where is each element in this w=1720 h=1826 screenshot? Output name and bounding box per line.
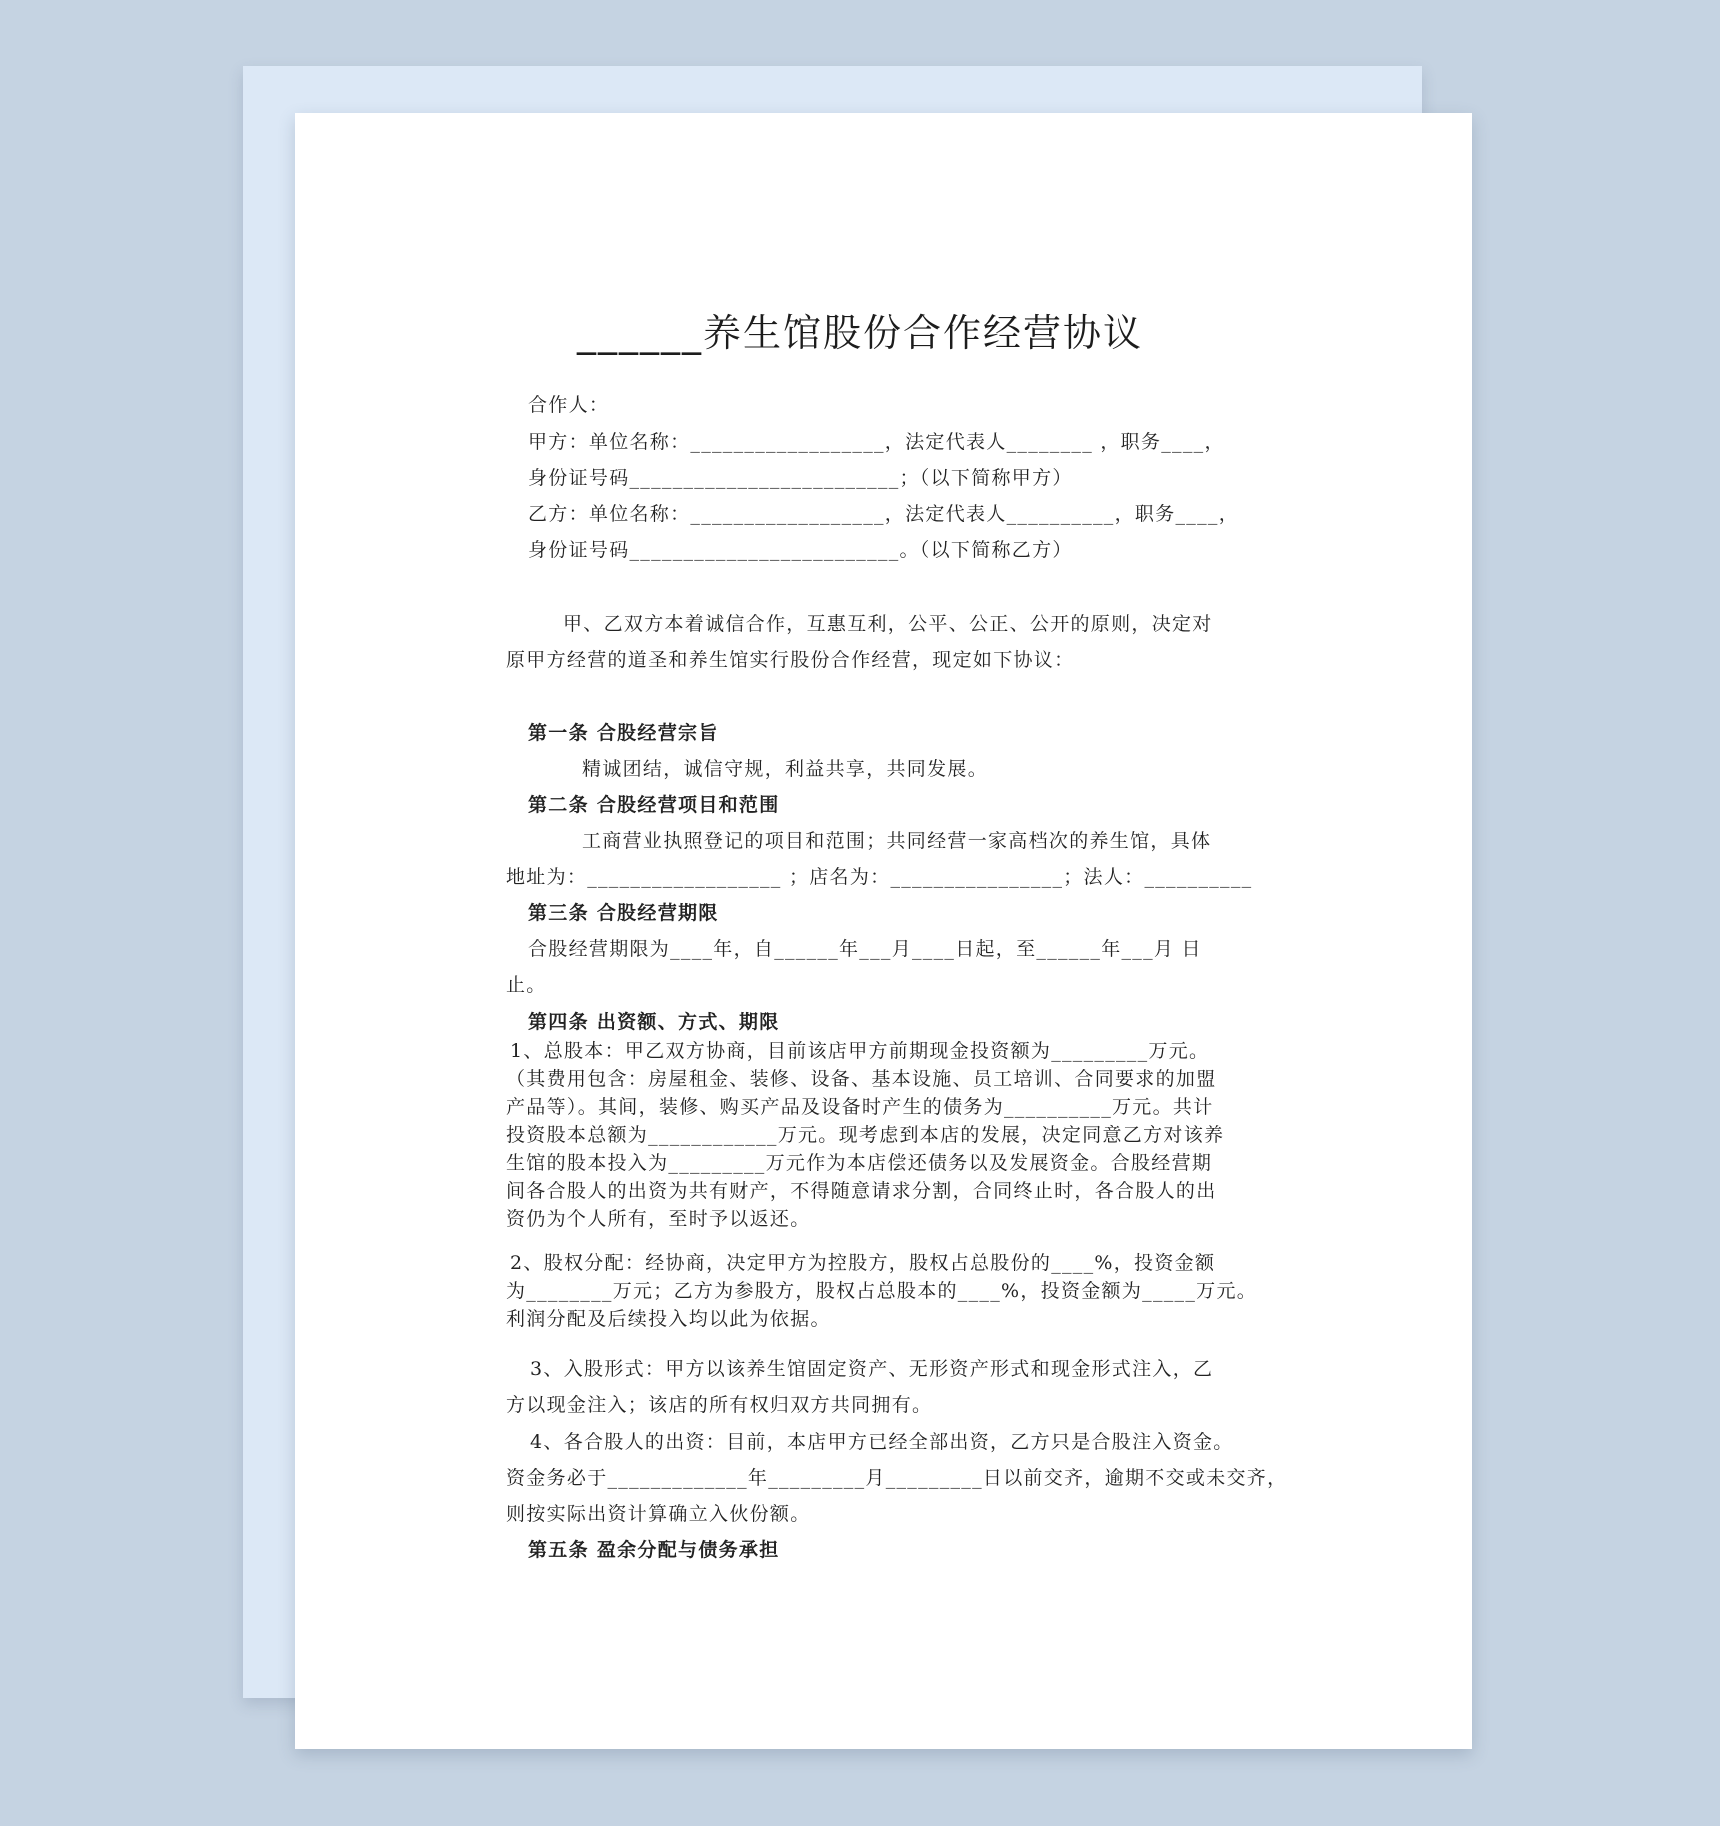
front-page — [295, 113, 1472, 1749]
line-article-4-1c: 产品等）。其间，装修、购买产品及设备时产生的债务为__________万元。共计 — [506, 1096, 1214, 1118]
line-party-a-id: 身份证号码_________________________；（以下简称甲方） — [528, 467, 1073, 489]
line-article-4-1d: 投资股本总额为____________万元。现考虑到本店的发展，决定同意乙方对该养 — [506, 1124, 1225, 1146]
line-article-3-body-2: 止。 — [506, 974, 547, 996]
line-party-b: 乙方：单位名称：__________________，法定代表人__________，职务____， — [528, 503, 1240, 525]
heading-article-2: 第二条 合股经营项目和范围 — [528, 794, 780, 816]
line-cooperators: 合作人： — [528, 394, 610, 416]
line-article-4-2c: 利润分配及后续投入均以此为依据。 — [506, 1308, 831, 1330]
line-article-3-body-1: 合股经营期限为____年，自______年___月____日起，至______年___月 日 — [528, 938, 1202, 960]
line-article-4-1f: 间各合股人的出资为共有财产，不得随意请求分割，合同终止时，各合股人的出 — [506, 1180, 1217, 1202]
document-title: ______养生馆股份合作经营协议 — [576, 311, 1143, 355]
heading-article-4: 第四条 出资额、方式、期限 — [528, 1011, 780, 1033]
line-article-4-3a: 3、入股形式：甲方以该养生馆固定资产、无形资产形式和现金形式注入，乙 — [530, 1358, 1214, 1380]
line-article-4-3b: 方以现金注入；该店的所有权归双方共同拥有。 — [506, 1394, 933, 1416]
line-preamble-1: 甲、乙双方本着诚信合作，互惠互利，公平、公正、公开的原则，决定对 — [563, 613, 1213, 635]
heading-article-1: 第一条 合股经营宗旨 — [528, 722, 719, 744]
line-article-2-body-2: 地址为：__________________ ；店名为：________________；法人：__________ — [506, 866, 1253, 888]
line-article-4-1a: 1、总股本：甲乙双方协商，目前该店甲方前期现金投资额为_________万元。 — [510, 1040, 1210, 1062]
line-article-2-body-1: 工商营业执照登记的项目和范围；共同经营一家高档次的养生馆，具体 — [582, 830, 1212, 852]
line-article-4-4c: 则按实际出资计算确立入伙份额。 — [506, 1503, 811, 1525]
line-article-4-1g: 资仍为个人所有，至时予以返还。 — [506, 1208, 811, 1230]
line-party-b-id: 身份证号码_________________________。（以下简称乙方） — [528, 539, 1073, 561]
line-article-4-2b: 为________万元；乙方为参股方，股权占总股本的____%，投资金额为_____万元。 — [506, 1280, 1258, 1302]
line-preamble-2: 原甲方经营的道圣和养生馆实行股份合作经营，现定如下协议： — [506, 649, 1075, 671]
line-article-4-1b: （其费用包含：房屋租金、装修、设备、基本设施、员工培训、合同要求的加盟 — [506, 1068, 1217, 1090]
heading-article-3: 第三条 合股经营期限 — [528, 902, 719, 924]
line-article-4-4b: 资金务必于_____________年_________月_________日以前交齐，逾期不交或未交齐， — [506, 1467, 1288, 1489]
line-article-4-2a: 2、股权分配：经协商，决定甲方为控股方，股权占总股份的____%，投资金额 — [510, 1252, 1216, 1274]
line-article-4-1e: 生馆的股本投入为_________万元作为本店偿还债务以及发展资金。合股经营期 — [506, 1152, 1213, 1174]
heading-article-5: 第五条 盈余分配与债务承担 — [528, 1539, 780, 1561]
line-party-a: 甲方：单位名称：__________________，法定代表人________ ，职务____， — [528, 431, 1225, 453]
line-article-4-4a: 4、各合股人的出资：目前，本店甲方已经全部出资，乙方只是合股注入资金。 — [530, 1431, 1234, 1453]
line-article-1-body: 精诚团结，诚信守规，利益共享，共同发展。 — [582, 758, 989, 780]
